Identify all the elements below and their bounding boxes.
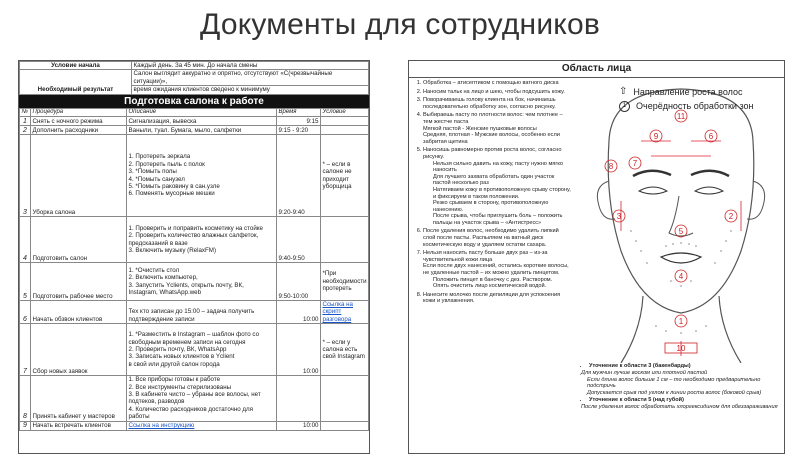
- note2-title: • Уточнение к области 5 (над губой): [589, 397, 781, 404]
- notes: • Уточнение к области 3 (бакенбарды) Для мужчин лучше воском или плотной пастой Если длина волос больше 1 см – то необходимо предварительно подстричь Допускается срыв под углом к линии роста волос (боковой срыв) • Уточнение к области 5 (над губой) После удаления волос обработать хлоргексидином для обеззараживания: [581, 363, 781, 411]
- note1-title: • Уточнение к области 3 (бакенбарды): [589, 363, 781, 370]
- face-area-document: [408, 60, 785, 454]
- table-row: 6 Начать обзвон клиентов Тех кто записан до 15:00 – задача получить подтверждение записи 10:00 Ссылка на скрипт разговора: [20, 301, 369, 324]
- result-value-2: время ожидания клиентов сведено к минимуму: [132, 86, 369, 94]
- list-item: 7. Нельзя наносить пасту больше двух раз – из-за чувствительной кожи лица Если после двух нанесений, остались короткие волосы, не удаленные пастой – их можно удалить пинцетом. Положить пинцет в баночку с дез. Раствором. Опять очистить лицо косметической водой.: [423, 250, 571, 290]
- instruction-link[interactable]: Ссылка на инструкцию: [127, 421, 277, 430]
- zone-2: 2: [728, 212, 734, 221]
- legend-direction: ⇧ Направление роста волос: [619, 86, 743, 97]
- table-row: 8 Принять кабинет у мастеров 1. Все приборы готовы к работе 2. Все инструменты стерилизованы 3. В кабинете чисто – убраны все волосы, нет подтеков, разводов 4. Количество расходников достаточно для работы: [20, 376, 369, 421]
- table-row: 9 Начать встречать клиентов Ссылка на инструкцию 10:00: [20, 421, 369, 430]
- circle-one-icon: 1: [619, 101, 630, 112]
- zone-7: 7: [632, 159, 638, 168]
- legend: [619, 85, 753, 113]
- page-title: Документы для сотрудников: [200, 8, 600, 41]
- col-procedure: Процедура: [31, 108, 127, 116]
- zone-8: 8: [608, 162, 614, 171]
- zone-9: 9: [653, 132, 659, 141]
- list-item: 3. Поворачиваешь голову клиента на бок, начинаешь последовательно обработку зон, согласно рисунку.: [423, 97, 571, 110]
- list-item: 2. Наносим тальк на лицо и шею, чтобы подсушить кожу.: [423, 89, 571, 96]
- table-row: 4 Подготовить салон 1. Проверить и поправить косметику на стойке 2. Проверить количество влажных салфеток, предсказаний в вазе 3. Включить музыку (RelaxFM) 9:40-9:50: [20, 217, 369, 263]
- mouth: [661, 253, 701, 263]
- list-item: 5. Наносишь равномерно против роста волос, согласно рисунку. Нельзя сильно давить на кожу, пасту нужно мягко наносить Для лучшего захвата обработать один участок пастой несколько раз Натягиваем кожу в противоположную срыву сторону, и фиксируем в таком положении. Резко срываем в сторону, противоположную нанесению. После срыва, чтобы приглушить боль – положить пальцы на участок срыва – «Антистресс»: [423, 147, 571, 226]
- col-description: Описание: [127, 108, 277, 116]
- zone-3: 3: [616, 212, 622, 221]
- list-item: 1. Обработка – атисептиком с помощью ватного диска: [423, 80, 571, 87]
- col-condition: Условие: [321, 108, 369, 116]
- table-row: 7 Сбор новых заявок 1. *Разместить в Instagram – шаблон фото со свободным временем записи на сегодня 2. Проверить почту, ВК, WhatsApp 3. Записать новых клиентов в Yclient в свой или другой салон города 10:00 * – если у салона есть свой Instagram: [20, 324, 369, 376]
- start-label: Условие начала: [20, 62, 132, 70]
- zone-10: 10: [676, 344, 686, 353]
- table-row: 5 Подготовить рабочее место 1. *Очистить стол 2. Включить компьютер, 3. Запустить Yclients, открыть почту, ВК, Instagram, WhatsApp.web 9:50-10:00 *При необходимости протереть: [20, 263, 369, 301]
- script-link[interactable]: Ссылка на скрипт разговора: [321, 301, 369, 324]
- result-label: Необходимый результат: [20, 70, 132, 94]
- col-time: Время: [277, 108, 321, 116]
- header-table: [19, 61, 369, 95]
- result-value-1: Салон выглядит аккуратно и опрятно, отсутствуют «С(чрезвычайные ситуации)»,: [132, 70, 369, 86]
- banner-title: Подготовка салона к работе: [19, 95, 369, 108]
- procedure-table: [19, 108, 369, 431]
- start-value: Каждый день. За 45 мин. До начала смены: [132, 62, 369, 70]
- table-row: 3 Уборка салона 1. Протереть зеркала 2. Протереть пыль с полок 3. *Помыть полы 4. *Помыть санузел 5. *Помыть раковину в сан.узле 6. Поменять мусорные мешки 9:20-9:40 * – если в салоне не приходит уборщица: [20, 135, 369, 217]
- face-area-header: Область лица: [409, 61, 784, 78]
- arrow-up-icon: ⇧: [619, 86, 628, 97]
- list-item: 8. Нанесите молочко после депиляции для успокоения кожи и увлажнения.: [423, 292, 571, 305]
- zone-4: 4: [678, 272, 684, 281]
- table-row: 1 Снять с ночного режима Сигнализация, вывеска 9:15: [20, 117, 369, 126]
- list-item: 4. Выбираешь пасту по плотности волос: чем плотнее – тем жестче паста Мягкой пастой - Женские пушковые волосы Средняя, плотная - Мужские волосы, особенно если забритая щетина: [423, 112, 571, 145]
- face-zones-illustration: [581, 81, 781, 363]
- preparation-checklist-document: [18, 60, 370, 454]
- zone-labels: [605, 110, 737, 353]
- left-eye: [639, 187, 667, 194]
- legend-order: 1 Очерёдность обработки зон: [619, 99, 753, 113]
- right-eyebrow: [691, 171, 729, 176]
- col-num: №: [20, 108, 31, 116]
- steps-list: [413, 80, 571, 307]
- table-row: 2 Дополнить расходники Ваныли, туал. Бумага, мыло, салфетки 9:15 - 9:20: [20, 126, 369, 135]
- zone-6: 6: [708, 132, 714, 141]
- zone-1: 1: [678, 317, 684, 326]
- right-eye: [695, 187, 723, 194]
- zone-11: 11: [676, 112, 686, 121]
- left-eyebrow: [633, 171, 671, 176]
- zone-5: 5: [678, 227, 684, 236]
- list-item: 6. После удаления волос, необходимо удалить липкий слой после пасты. Распыляем на ватный диск косметическую воду и удаляем остатки сахара.: [423, 228, 571, 248]
